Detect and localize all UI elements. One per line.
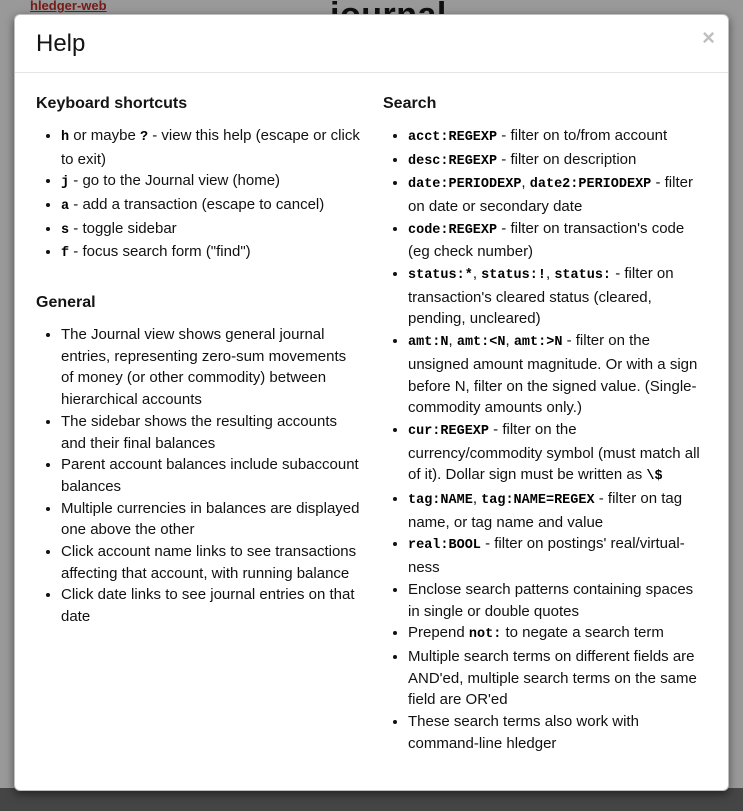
list-item <box>61 241 361 265</box>
text-run: - filter on to/from account <box>497 126 668 144</box>
text-run: The Journal view shows general journal entries, representing zero-sum movements of money (or other commodity) between hierarchical accounts <box>61 326 347 409</box>
list-item <box>408 125 708 149</box>
list-item <box>408 149 708 173</box>
keyboard-shortcuts-heading: Keyboard shortcuts <box>36 94 188 112</box>
text-run: Prepend <box>408 624 469 642</box>
search-heading: Search <box>383 94 437 112</box>
text-run: or maybe <box>69 126 140 144</box>
text-run: Multiple search terms on different fields are AND'ed, multiple search terms on the same field are OR'ed <box>408 647 697 709</box>
code-term: s <box>61 222 70 238</box>
text-run: Multiple currencies in balances are displayed one above the other <box>61 499 360 539</box>
general-list <box>36 324 361 628</box>
text-run: - focus search form ("find") <box>69 243 251 261</box>
code-term: cur:REGEXP <box>408 423 490 439</box>
text-run: - filter on the unsigned amount magnitude. Or with a sign before N, filter on the signed value. (Single-commodity amounts only.) <box>408 332 698 417</box>
text-run: - go to the Journal view (home) <box>69 172 281 190</box>
list-item <box>61 324 361 411</box>
text-run: - filter on description <box>497 150 637 168</box>
code-term: amt:N <box>408 335 449 351</box>
text-run: Parent account balances include subaccount balances <box>61 456 359 495</box>
code-term: status: <box>554 268 612 284</box>
right-column <box>383 89 708 755</box>
text-run: - filter on tag name, or tag name and value <box>408 490 683 531</box>
list-item <box>408 533 708 578</box>
list-item <box>408 579 708 622</box>
code-term: date2:PERIODEXP <box>529 177 652 193</box>
modal-header <box>15 15 728 73</box>
list-item <box>61 411 361 454</box>
code-term: not: <box>468 627 502 643</box>
code-term: ? <box>139 129 149 145</box>
list-item <box>61 454 361 497</box>
code-term: tag:NAME <box>408 493 473 509</box>
help-dialog <box>14 14 729 791</box>
close-button[interactable]: × <box>702 25 715 50</box>
text-run: - filter on transaction's code (eg check number) <box>408 219 685 261</box>
text-run: Click date links to see journal entries on that date <box>61 586 355 626</box>
list-item <box>408 488 708 533</box>
text-run: , <box>545 265 555 283</box>
text-run: - toggle sidebar <box>69 219 177 237</box>
code-term: acct:REGEXP <box>408 129 498 145</box>
list-item <box>408 263 708 330</box>
keyboard-shortcuts-list <box>36 125 361 265</box>
text-run: Enclose search patterns containing spaces in single or double quotes <box>408 580 694 620</box>
text-run: - filter on transaction's cleared status (cleared, pending, uncleared) <box>408 265 674 328</box>
list-item <box>408 622 708 646</box>
code-term: desc:REGEXP <box>408 153 498 169</box>
search-section <box>383 95 708 755</box>
list-item <box>408 218 708 263</box>
text-run: The sidebar shows the resulting accounts and their final balances <box>61 412 337 452</box>
code-term: a <box>61 198 70 214</box>
list-item <box>408 711 708 754</box>
list-item <box>61 170 361 194</box>
text-run: , <box>448 332 457 350</box>
list-item <box>408 330 708 419</box>
list-item <box>61 125 361 170</box>
list-item <box>61 498 361 541</box>
list-item <box>61 194 361 218</box>
code-term: amt:>N <box>513 335 563 351</box>
keyboard-shortcuts-section <box>36 95 361 265</box>
code-term: status:! <box>481 268 546 284</box>
code-term: amt:<N <box>456 335 506 351</box>
text-run: - view this help (escape or click to exit) <box>61 126 360 168</box>
list-item <box>61 218 361 242</box>
modal-title: Help <box>36 30 86 57</box>
list-item <box>61 584 361 627</box>
search-list <box>383 125 708 755</box>
code-term: code:REGEXP <box>408 222 498 238</box>
list-item <box>408 172 708 217</box>
general-section <box>36 294 361 628</box>
code-term: f <box>61 246 70 262</box>
code-term: real:BOOL <box>408 538 481 554</box>
text-run: , <box>472 490 482 508</box>
text-run: - filter on the currency/commodity symbol (must match all of it). Dollar sign must be written as <box>408 420 700 484</box>
left-column <box>36 89 361 755</box>
text-run: , <box>521 174 530 192</box>
text-run: Click account name links to see transactions affecting that account, with running balance <box>61 543 357 582</box>
brand-link[interactable]: hledger-web <box>30 0 107 13</box>
modal-body <box>15 73 728 773</box>
text-run: - add a transaction (escape to cancel) <box>69 195 325 213</box>
text-run: These search terms also work with command-line hledger <box>408 713 639 752</box>
general-heading: General <box>36 294 96 312</box>
code-term: h <box>61 129 70 145</box>
text-run: , <box>505 332 514 350</box>
text-run: - filter on postings' real/virtual-ness <box>408 535 685 577</box>
code-term: status:* <box>408 268 473 284</box>
text-run: , <box>472 265 482 283</box>
list-item <box>408 646 708 711</box>
text-run: - filter on date or secondary date <box>408 174 693 215</box>
code-term: date:PERIODEXP <box>408 177 522 193</box>
code-term: tag:NAME=REGEX <box>481 493 595 509</box>
list-item <box>61 541 361 584</box>
code-term: j <box>61 175 70 191</box>
code-term: \$ <box>646 469 663 485</box>
list-item <box>408 419 708 488</box>
text-run: to negate a search term <box>501 624 664 642</box>
